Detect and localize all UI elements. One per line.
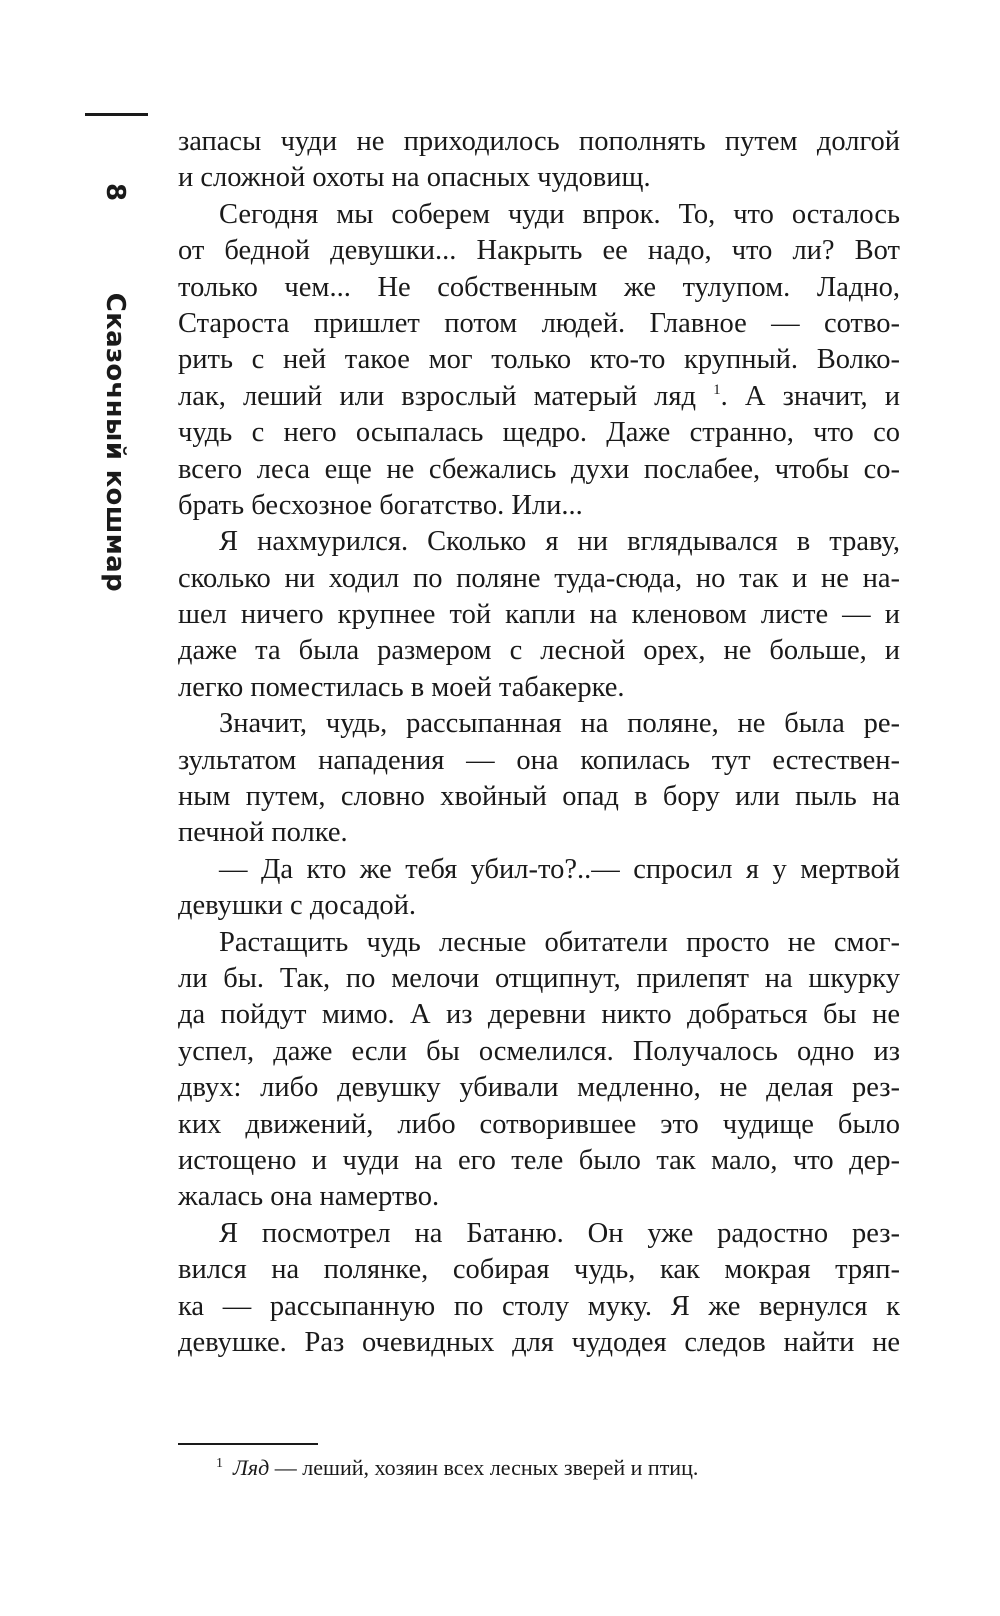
text-line-with-footnote [178,379,900,415]
text-line: сколько ни ходил по поляне туда-сюда, но так и не на- [178,562,900,594]
text-line: ли бы. Так, по мелочи отщипнут, прилепят на шкурку [178,962,900,994]
text-line: шел ничего крупнее той капли на кленовом листе — и [178,599,900,631]
text-line: ка — рассыпанную по столу муку. Я же вернулся к [178,1290,900,1322]
footnote [216,1455,698,1481]
text-line: Староста пришлет потом людей. Главное — сотво- [178,307,900,339]
text-line: зультатом нападения — она копилась тут естествен- [178,744,900,776]
text-line: Я посмотрел на Батаню. Он уже радостно рез- [219,1217,900,1249]
text-line: истощено и чуди на его теле было так мало, что дер- [178,1144,900,1176]
text-line: девушки с досадой. [178,890,417,922]
text-line: только чем... Не собственным же тулупом. Ладно, [178,271,900,303]
text-line: вился на полянке, собирая чудь, как мокрая тряп- [178,1254,900,1286]
text-line: двух: либо девушку убивали медленно, не делая рез- [178,1072,900,1104]
running-head [100,183,130,592]
text-line: от бедной девушки... Накрыть ее надо, что ли? Вот [178,235,900,267]
text-line: девушке. Раз очевидных для чудодея следов найти не [178,1326,900,1358]
footnote-reference[interactable]: 1 [713,381,721,398]
footnote-rule [178,1443,318,1445]
footnote-term: Ляд [233,1455,270,1480]
text-segment: лак, леший или взрослый матерый ляд [178,380,697,412]
text-line: и сложной охоты на опасных чудовищ. [178,162,651,194]
text-line: — Да кто же тебя убил-то?..— спросил я у мертвой [219,853,900,885]
body-text [178,124,900,1361]
page-number: 8 [100,183,130,202]
running-title: Сказочный кошмар [100,292,130,592]
footnote-text: — леший, хозяин всех лесных зверей и птиц. [269,1455,699,1480]
text-line: всего леса еще не сбежались духи послабее, чтобы со- [178,453,900,485]
text-line: Растащить чудь лесные обитатели просто не смог- [219,926,900,958]
text-line: жалась она намертво. [178,1181,440,1213]
text-line: Сегодня мы соберем чуди впрок. То, что осталось [219,198,900,230]
text-line: рить с ней такое мог только кто-то крупный. Волко- [178,344,900,376]
text-line: да пойдут мимо. А из деревни никто добраться бы не [178,999,900,1031]
text-line: даже та была размером с лесной орех, не больше, и [178,635,900,667]
text-segment: . А значит, и [720,380,901,412]
text-line: ких движений, либо сотворившее это чудище было [178,1108,900,1140]
text-line: Значит, чудь, рассыпанная на поляне, не была ре- [219,708,900,740]
text-line: ным путем, словно хвойный опад в бору или пыль на [178,781,900,813]
text-line: успел, даже если бы осмелился. Получалось одно из [178,1035,900,1067]
text-line: Я нахмурился. Сколько я ни вглядывался в траву, [219,526,900,558]
text-line: печной полке. [178,817,348,849]
text-line: чудь с него осыпалась щедро. Даже странно, что со [178,417,900,449]
text-line: легко поместилась в моей табакерке. [178,671,625,703]
top-rule [85,113,148,116]
footnote-number: 1 [216,1456,223,1471]
text-line: брать бесхозное богатство. Или... [178,489,583,521]
text-line: запасы чуди не приходилось пополнять путем долгой [178,126,900,157]
